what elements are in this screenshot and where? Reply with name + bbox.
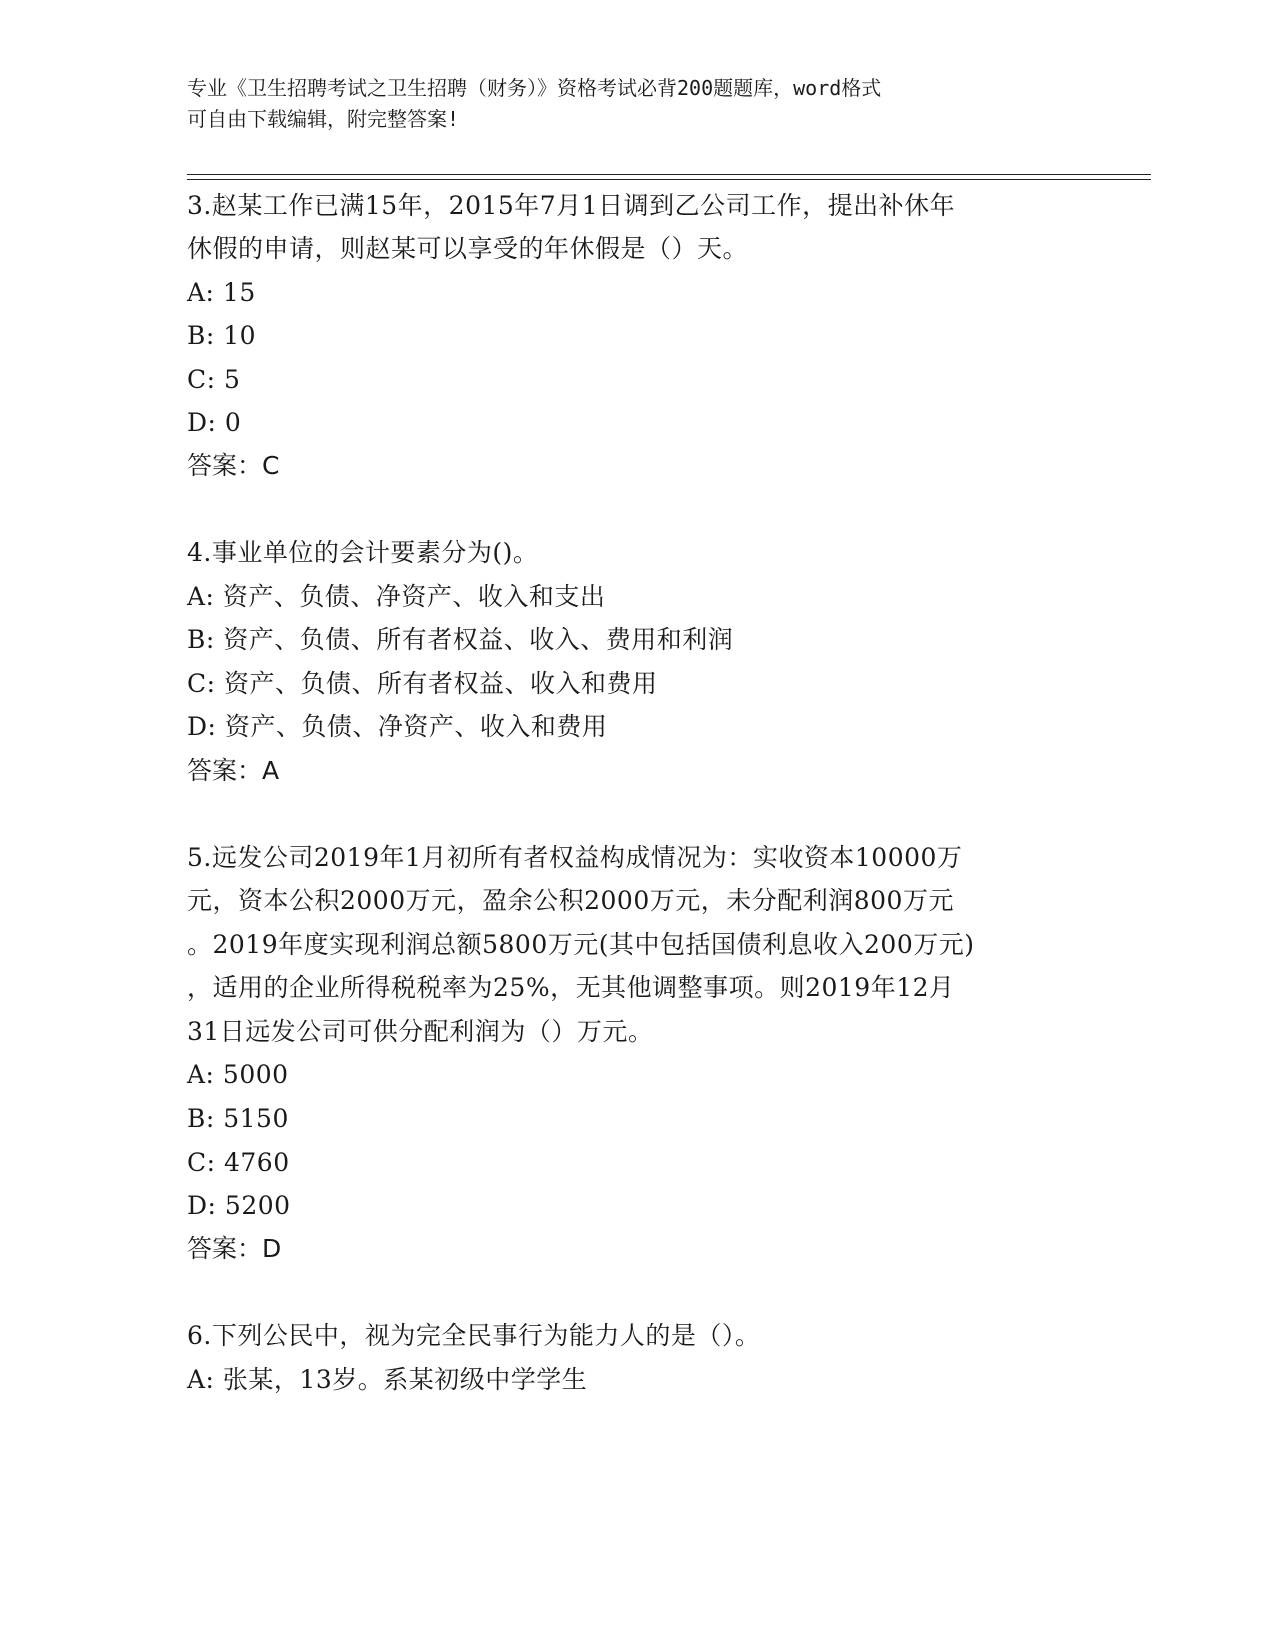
option-b: B: 10 xyxy=(187,321,257,350)
option-a: A: 资产、负债、净资产、收入和支出 xyxy=(187,582,606,611)
question-stem-line: 6.下列公民中，视为完全民事行为能力人的是（）。 xyxy=(187,1321,761,1350)
question-stem-line: 3.赵某工作已满15年，2015年7月1日调到乙公司工作，提出补休年 xyxy=(187,191,956,220)
header-divider-top xyxy=(187,174,1151,175)
answer-line: 答案：C xyxy=(187,451,280,480)
option-d: D: 5200 xyxy=(187,1191,291,1220)
option-c: C: 资产、负债、所有者权益、收入和费用 xyxy=(187,669,658,698)
option-c: C: 4760 xyxy=(187,1148,290,1177)
document-title-line-2: 可自由下载编辑，附完整答案! xyxy=(187,107,460,131)
question-stem-line: 休假的申请，则赵某可以享受的年休假是（）天。 xyxy=(187,234,749,263)
option-b: B: 5150 xyxy=(187,1104,289,1133)
answer-line: 答案：A xyxy=(187,756,280,785)
option-d: D: 资产、负债、净资产、收入和费用 xyxy=(187,712,608,741)
header-divider-bottom xyxy=(187,179,1151,180)
question-stem-line: 4.事业单位的会计要素分为()。 xyxy=(187,538,539,567)
option-a: A: 15 xyxy=(187,278,256,307)
answer-line: 答案：D xyxy=(187,1234,282,1263)
option-a: A: 5000 xyxy=(187,1060,289,1089)
question-stem-line: 31日远发公司可供分配利润为（）万元。 xyxy=(187,1017,654,1046)
question-stem-line: ，适用的企业所得税税率为25%，无其他调整事项。则2019年12月 xyxy=(187,973,955,1002)
question-stem-line: 元，资本公积2000万元，盈余公积2000万元，未分配利润800万元 xyxy=(187,886,954,915)
question-stem-line: 。2019年度实现利润总额5800万元(其中包括国债利息收入200万元) xyxy=(187,930,975,959)
document-title-line-1: 专业《卫生招聘考试之卫生招聘（财务）》资格考试必背200题题库，word格式 xyxy=(187,76,882,100)
option-a: A: 张某，13岁。系某初级中学学生 xyxy=(187,1365,588,1394)
option-b: B: 资产、负债、所有者权益、收入、费用和利润 xyxy=(187,625,734,654)
option-d: D: 0 xyxy=(187,408,242,437)
option-c: C: 5 xyxy=(187,365,241,394)
question-stem-line: 5.远发公司2019年1月初所有者权益构成情况为：实收资本10000万 xyxy=(187,843,963,872)
